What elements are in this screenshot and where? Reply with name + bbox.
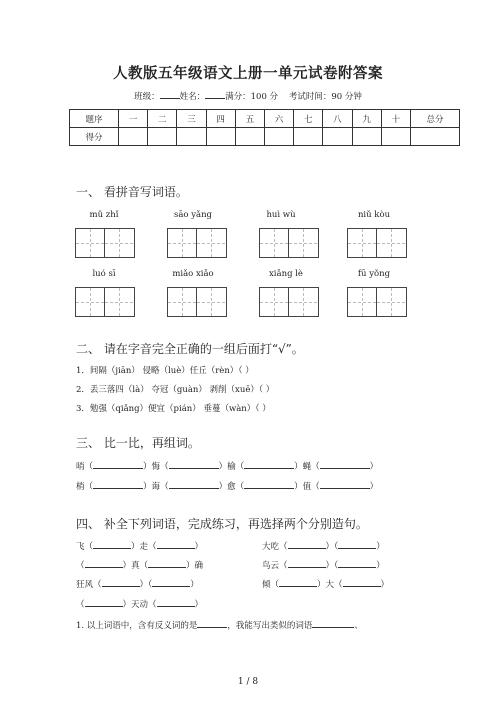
- answer-blank[interactable]: [152, 578, 190, 587]
- score-table-score-row: [70, 128, 460, 146]
- question-item: 1．间隔（jiān） 侵略（luè）任丘（rèn）（ ）: [76, 366, 254, 376]
- character: 悔: [151, 462, 161, 472]
- character: 蝇: [302, 462, 312, 472]
- question-item: 2．丢三落四（là） 夺冠（guàn） 剥削（xuē）（ ）: [76, 385, 275, 395]
- idiom-right: 倾（ ）大（ ）: [262, 580, 390, 590]
- answer-blank[interactable]: [93, 480, 143, 489]
- pinyin-label: luó sī: [92, 269, 116, 279]
- idiom-left: 狂风（ ）（ ）: [76, 580, 199, 590]
- answer-blank[interactable]: [320, 460, 370, 469]
- score-cell[interactable]: [381, 128, 410, 146]
- answer-blank[interactable]: [244, 480, 294, 489]
- score-cell[interactable]: [177, 128, 206, 146]
- score-header-cell: 三: [177, 110, 206, 128]
- score-header-cell: 十: [381, 110, 410, 128]
- pinyin-label: miǎo xiǎo: [172, 269, 214, 279]
- answer-blank[interactable]: [288, 559, 326, 568]
- idiom-right: 大吃（ ）（ ）: [262, 542, 385, 552]
- answer-blank[interactable]: [288, 540, 326, 549]
- writing-grid[interactable]: [259, 228, 319, 258]
- answer-blank[interactable]: [244, 460, 294, 469]
- writing-grid[interactable]: [75, 228, 135, 258]
- score-header-cell: 七: [294, 110, 323, 128]
- answer-blank[interactable]: [338, 540, 376, 549]
- section3-heading: 三、 比一比，再组词。: [76, 436, 200, 450]
- section2-heading: 二、 请在字音完全正确的一组后面打“√”。: [76, 342, 304, 356]
- answer-blank[interactable]: [157, 598, 195, 607]
- character: 梢: [76, 482, 85, 492]
- score-cell[interactable]: [206, 128, 235, 146]
- word-group-row: 梢（ ）诲（ ）愈（ ）值（ ）: [76, 482, 379, 492]
- writing-grid[interactable]: [347, 287, 407, 317]
- pinyin-label: huì wù: [266, 210, 296, 220]
- answer-blank[interactable]: [312, 619, 354, 628]
- score-header-cell: 一: [119, 110, 148, 128]
- character: 愈: [227, 482, 236, 492]
- score-header-cell: 二: [148, 110, 177, 128]
- character: 值: [302, 482, 312, 492]
- name-label: 姓名：: [179, 92, 206, 102]
- idiom-right: 鸟云（ ）（ ）: [262, 561, 385, 571]
- pinyin-label: niǔ kòu: [357, 210, 391, 220]
- score-header-cell: 总分: [411, 110, 460, 128]
- score-table: [69, 109, 460, 146]
- idiom-left: （ ）真（ ）确: [76, 561, 204, 571]
- score-header-cell: 八: [323, 110, 352, 128]
- score-header-cell: 题序: [70, 110, 119, 128]
- character: 诲: [151, 482, 161, 492]
- class-label: 班级：: [134, 92, 160, 102]
- score-cell[interactable]: [235, 128, 264, 146]
- name-blank[interactable]: [205, 90, 225, 99]
- answer-blank[interactable]: [169, 460, 219, 469]
- pinyin-label: mǔ zhǐ: [89, 210, 119, 220]
- writing-grid[interactable]: [167, 228, 227, 258]
- score-header-cell: 五: [235, 110, 264, 128]
- idiom-left: 飞（ ）走（ ）: [76, 542, 204, 552]
- character: 哨: [76, 462, 85, 472]
- answer-blank[interactable]: [102, 578, 140, 587]
- score-cell[interactable]: [294, 128, 323, 146]
- score-cell[interactable]: [264, 128, 293, 146]
- class-blank[interactable]: [160, 90, 180, 99]
- writing-grid[interactable]: [75, 287, 135, 317]
- idiom-left: （ ）天动（ ）: [76, 600, 204, 610]
- exam-info: [0, 90, 496, 102]
- score-cell[interactable]: [119, 128, 148, 146]
- score-table-header-row: [70, 110, 460, 128]
- answer-blank[interactable]: [148, 559, 186, 568]
- answer-blank[interactable]: [343, 578, 381, 587]
- answer-blank[interactable]: [197, 619, 227, 628]
- pinyin-label: xiǎng lè: [269, 269, 303, 279]
- answer-blank[interactable]: [338, 559, 376, 568]
- writing-grid[interactable]: [167, 287, 227, 317]
- section1-heading: 一、 看拼音写词语。: [76, 185, 188, 199]
- answer-blank[interactable]: [279, 578, 317, 587]
- answer-blank[interactable]: [93, 540, 131, 549]
- answer-blank[interactable]: [320, 480, 370, 489]
- score-header-cell: 四: [206, 110, 235, 128]
- score-cell[interactable]: [323, 128, 352, 146]
- answer-blank[interactable]: [157, 540, 195, 549]
- word-group-row: 哨（ ）悔（ ）榆（ ）蝇（ ）: [76, 462, 379, 472]
- score-header-cell: 九: [352, 110, 381, 128]
- pinyin-label: fū yǒng: [357, 269, 391, 279]
- answer-blank[interactable]: [93, 460, 143, 469]
- answer-blank[interactable]: [85, 559, 123, 568]
- writing-grid[interactable]: [347, 228, 407, 258]
- page-number: 1 / 8: [237, 677, 259, 687]
- full-score-label: 满分：100 分: [225, 92, 279, 102]
- question-1: 1. 以上词语中，含有反义词的是 ，我能写出类似的词语 、: [76, 621, 363, 631]
- page-title: 人教版五年级语文上册一单元试卷附答案: [113, 65, 383, 82]
- answer-blank[interactable]: [85, 598, 123, 607]
- answer-blank[interactable]: [169, 480, 219, 489]
- section4-heading: 四、 补全下列词语，完成练习，再选择两个分别造句。: [76, 517, 368, 531]
- question-item: 3．勉强（qiǎng）便宜（pián） 垂蔓（wàn）（ ）: [76, 404, 271, 414]
- exam-time-label: 考试时间：90 分钟: [288, 92, 362, 102]
- score-cell[interactable]: [352, 128, 381, 146]
- score-cell[interactable]: [411, 128, 460, 146]
- score-cell[interactable]: [148, 128, 177, 146]
- score-header-cell: 六: [264, 110, 293, 128]
- character: 榆: [227, 462, 236, 472]
- pinyin-label: sāo yǎng: [173, 210, 213, 220]
- score-row-label: 得分: [70, 128, 119, 146]
- writing-grid[interactable]: [259, 287, 319, 317]
